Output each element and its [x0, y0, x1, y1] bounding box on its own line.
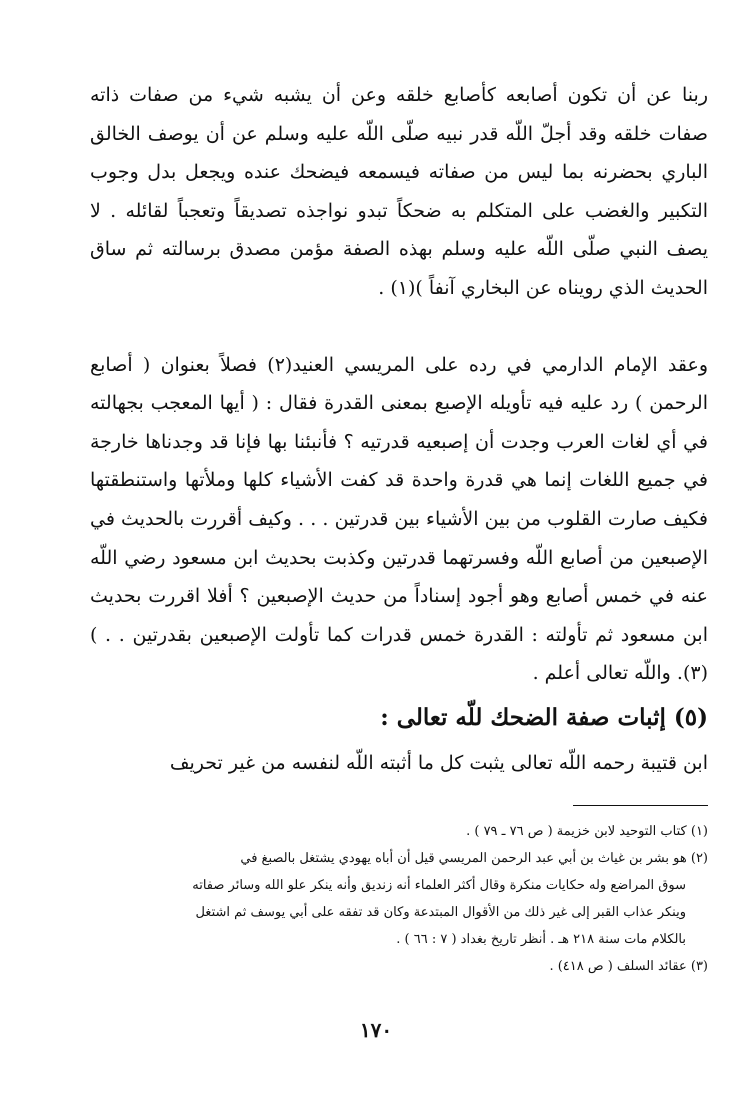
page-number: ١٧٠: [359, 1018, 393, 1042]
section-heading: (٥) إثبات صفة الضحك للّه تعالى :: [380, 704, 708, 731]
paragraph: وعقد الإمام الدارمي في رده على المريسي العنيد(٢) فصلاً بعنوان ( أصابع الرحمن ) رد عليه فيه تأويله الإصبع بمعنى القدرة فقال : ( أيها المعجب بجهالته في أي لغات العرب وجدت أن إصبعيه قدرتيه ؟ فأنبئنا بها فإنا قد وجدناها خارجة في جميع اللغات إنما هي قدرة واحدة قد كفت الأشياء كلها وملأتها واستنطقتها فكيف صارت القلوب من بين الأشياء بين قدرتين . . . وكيف أقررت بالحديث في الإصبعين من أصابع اللّه وفسرتهما قدرتين وكذبت بحديث ابن مسعود رضي اللّه عنه في خمس أصابع وهو أجود إسناداً من حديث الإصبعين ؟ أفلا اقررت بحديث ابن مسعود ثم تأولته : القدرة خمس قدرات كما تأولت الإصبعين بقدرتين . . )(٣). واللّه تعالى أعلم .: [90, 353, 708, 685]
footnote: (١) كتاب التوحيد لابن خزيمة ( ص ٧٦ ـ ٧٩ ) .: [466, 824, 708, 839]
footnote: (٣) عقائد السلف ( ص ٤١٨) .: [549, 959, 708, 974]
footnote-continuation: سوق المراضع وله حكايات منكرة وقال أكثر العلماء أنه زنديق وأنه ينكر علو الله وسائر صفاته: [192, 878, 686, 893]
footnote-continuation: بالكلام مات سنة ٢١٨ هـ . أنظر تاريخ بغداد ( ٧ : ٦٦ ) .: [396, 932, 686, 947]
main-text: [90, 76, 708, 693]
footnote-divider: [573, 805, 708, 806]
footnote: (٢) هو بشر بن غياث بن أبي عبد الرحمن المريسي قيل أن أباه يهودي يشتغل بالصبغ في: [240, 851, 708, 866]
footnote-continuation: وينكر عذاب القبر إلى غير ذلك من الأقوال المبتدعة وكان قد تفقه على أبي يوسف ثم اشتغل: [195, 905, 686, 920]
paragraph: ربنا عن أن تكون أصابعه كأصابع خلقه وعن أن يشبه شيء من صفات ذاته صفات خلقه وقد أجلّ اللّه قدر نبيه صلّى اللّه عليه وسلم عن أن يوصف الخالق الباري بحضرنه بما ليس من صفاته فيسمعه فيضحك عنده ويجعل بدل وجوب التكبير والغضب على المتكلم به ضحكاً تبدو نواجذه تصديقاً وتعجباً لقائله . لا يصف النبي صلّى اللّه عليه وسلم بهذه الصفة مؤمن مصدق برسالته ثم ساق الحديث الذي رويناه عن البخاري آنفاً )(١) .: [90, 84, 708, 299]
paragraph: ابن قتيبة رحمه اللّه تعالى يثبت كل ما أثبته اللّه لنفسه من غير تحريف: [169, 752, 708, 774]
footnotes: [90, 818, 708, 980]
